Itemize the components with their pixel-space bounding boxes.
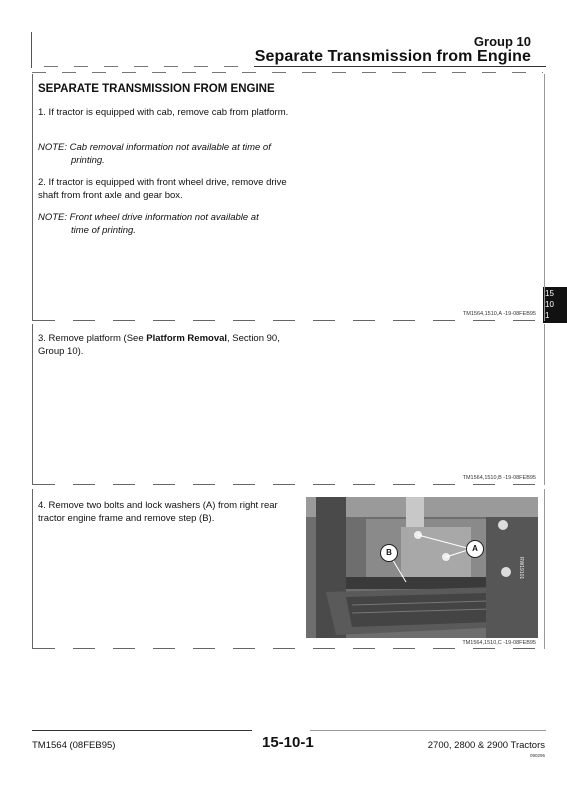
step-1-text: 1. If tractor is equipped with cab, remove cab from platform.	[38, 107, 289, 118]
footer-code: 090295	[529, 753, 545, 758]
callout-b: B	[380, 544, 398, 562]
footer-manual-id: TM1564 (08FEB95)	[32, 740, 116, 751]
step-3-text-pre: 3. Remove platform (See	[38, 333, 147, 344]
panel-divider	[33, 484, 544, 485]
group-label: Group 10	[473, 34, 531, 49]
section-tab	[543, 287, 567, 323]
panel-divider	[33, 648, 544, 649]
engine-frame-illustration	[306, 497, 538, 638]
reference-code: TM1564,1510,C -19-08FEB95	[462, 640, 536, 646]
reference-code: TM1564,1510,A -19-08FEB95	[462, 311, 536, 317]
panel-divider	[33, 320, 544, 321]
step-4-photo	[306, 497, 538, 638]
step-4-text: 4. Remove two bolts and lock washers (A) from right rear tractor engine frame and remove step (B).	[38, 500, 278, 524]
footer-product: 2700, 2800 & 2900 Tractors	[427, 740, 545, 751]
note-1-line-2: printing.	[71, 154, 105, 166]
section-tab-line: 10	[545, 300, 554, 309]
footer-rule-right	[310, 730, 546, 731]
section-heading: SEPARATE TRANSMISSION FROM ENGINE	[38, 83, 275, 95]
step-3-text-post: , Section 90, Group 10).	[38, 333, 280, 357]
panel-step-1-2	[32, 74, 545, 321]
page-number: 15-10-1	[262, 734, 314, 751]
step-2-text: 2. If tractor is equipped with front wheel drive, remove drive shaft from front axle and gear box.	[38, 177, 287, 201]
callout-a: A	[466, 540, 484, 558]
section-tab-line: 15	[545, 289, 554, 298]
page-title: Separate Transmission from Engine	[254, 48, 531, 65]
reference-code: TM1564,1510,B -19-08FEB95	[462, 475, 536, 481]
note-2	[38, 212, 293, 237]
platform-removal-reference: Platform Removal	[146, 333, 228, 344]
header-top-rule	[32, 72, 543, 73]
header-divider-dashed	[44, 66, 254, 67]
note-2-line-2: time of printing.	[71, 224, 136, 236]
note-1-line-1: NOTE: Cab removal information not available at time of	[38, 142, 271, 153]
panel-step-3	[32, 324, 545, 485]
photo-code: RW19101	[518, 557, 524, 580]
note-1	[38, 142, 293, 167]
note-2-line-1: NOTE: Front wheel drive information not available at	[38, 212, 259, 223]
footer-rule-left	[32, 730, 252, 731]
step-3-text	[38, 333, 293, 358]
section-tab-line: 1	[545, 311, 550, 320]
header-divider	[254, 66, 546, 67]
